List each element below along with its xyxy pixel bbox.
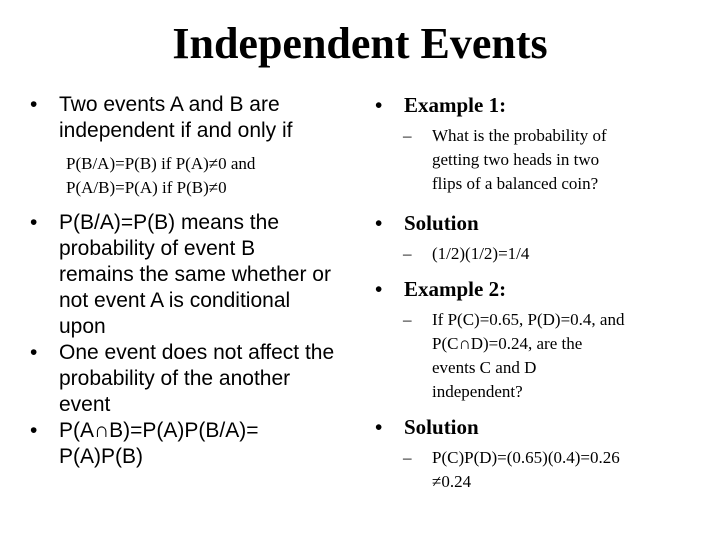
text-line: • Two events A and B are [59, 93, 280, 116]
text-line: independent if and only if [59, 119, 293, 142]
text-line: P(B/A)=P(B) if P(A)≠0 and [66, 154, 256, 173]
bullet-multiplication-rule [30, 418, 352, 470]
text-line: remains the same whether or [59, 263, 331, 286]
text-line: not event A is conditional [59, 289, 291, 312]
text-line: probability of the another [59, 367, 291, 390]
solution1-answer: – (1/2)(1/2)=1/4 [375, 242, 705, 266]
text-line: P(A/B)=P(A) if P(B)≠0 [66, 178, 227, 197]
text-line: independent? [432, 382, 523, 401]
solution2-answer [375, 446, 705, 494]
text-line: • P(A∩B)=P(A)P(B/A)= [59, 419, 259, 442]
definition-conditions [30, 152, 352, 200]
text-line: – What is the probability of [432, 126, 607, 145]
text-line: ≠0.24 [432, 472, 472, 491]
example2-label: • Example 2: [375, 276, 705, 302]
text-line: upon [59, 315, 106, 338]
text-line: • One event does not affect the [59, 341, 335, 364]
bullet-definition [30, 92, 352, 144]
bullet-meaning [30, 210, 352, 340]
solution1-label: • Solution [375, 210, 705, 236]
text-line: – P(C)P(D)=(0.65)(0.4)=0.26 [432, 448, 620, 467]
solution2-label: • Solution [375, 414, 705, 440]
bullet-no-effect [30, 340, 352, 418]
text-line: P(A)P(B) [59, 445, 143, 468]
text-line: probability of event B [59, 237, 256, 260]
text-line: P(C∩D)=0.24, are the [432, 334, 583, 353]
text-line: – If P(C)=0.65, P(D)=0.4, and [432, 310, 625, 329]
text-line: events C and D [432, 358, 537, 377]
text-line: • P(B/A)=P(B) means the [59, 211, 279, 234]
example1-label: • Example 1: [375, 92, 705, 118]
text-line: flips of a balanced coin? [432, 174, 599, 193]
text-line: event [59, 393, 111, 416]
example2-question [375, 308, 705, 404]
example1-question [375, 124, 705, 196]
right-column [375, 92, 705, 494]
slide-title: Independent Events [172, 19, 548, 68]
left-column [30, 92, 352, 470]
text-line: getting two heads in two [432, 150, 600, 169]
